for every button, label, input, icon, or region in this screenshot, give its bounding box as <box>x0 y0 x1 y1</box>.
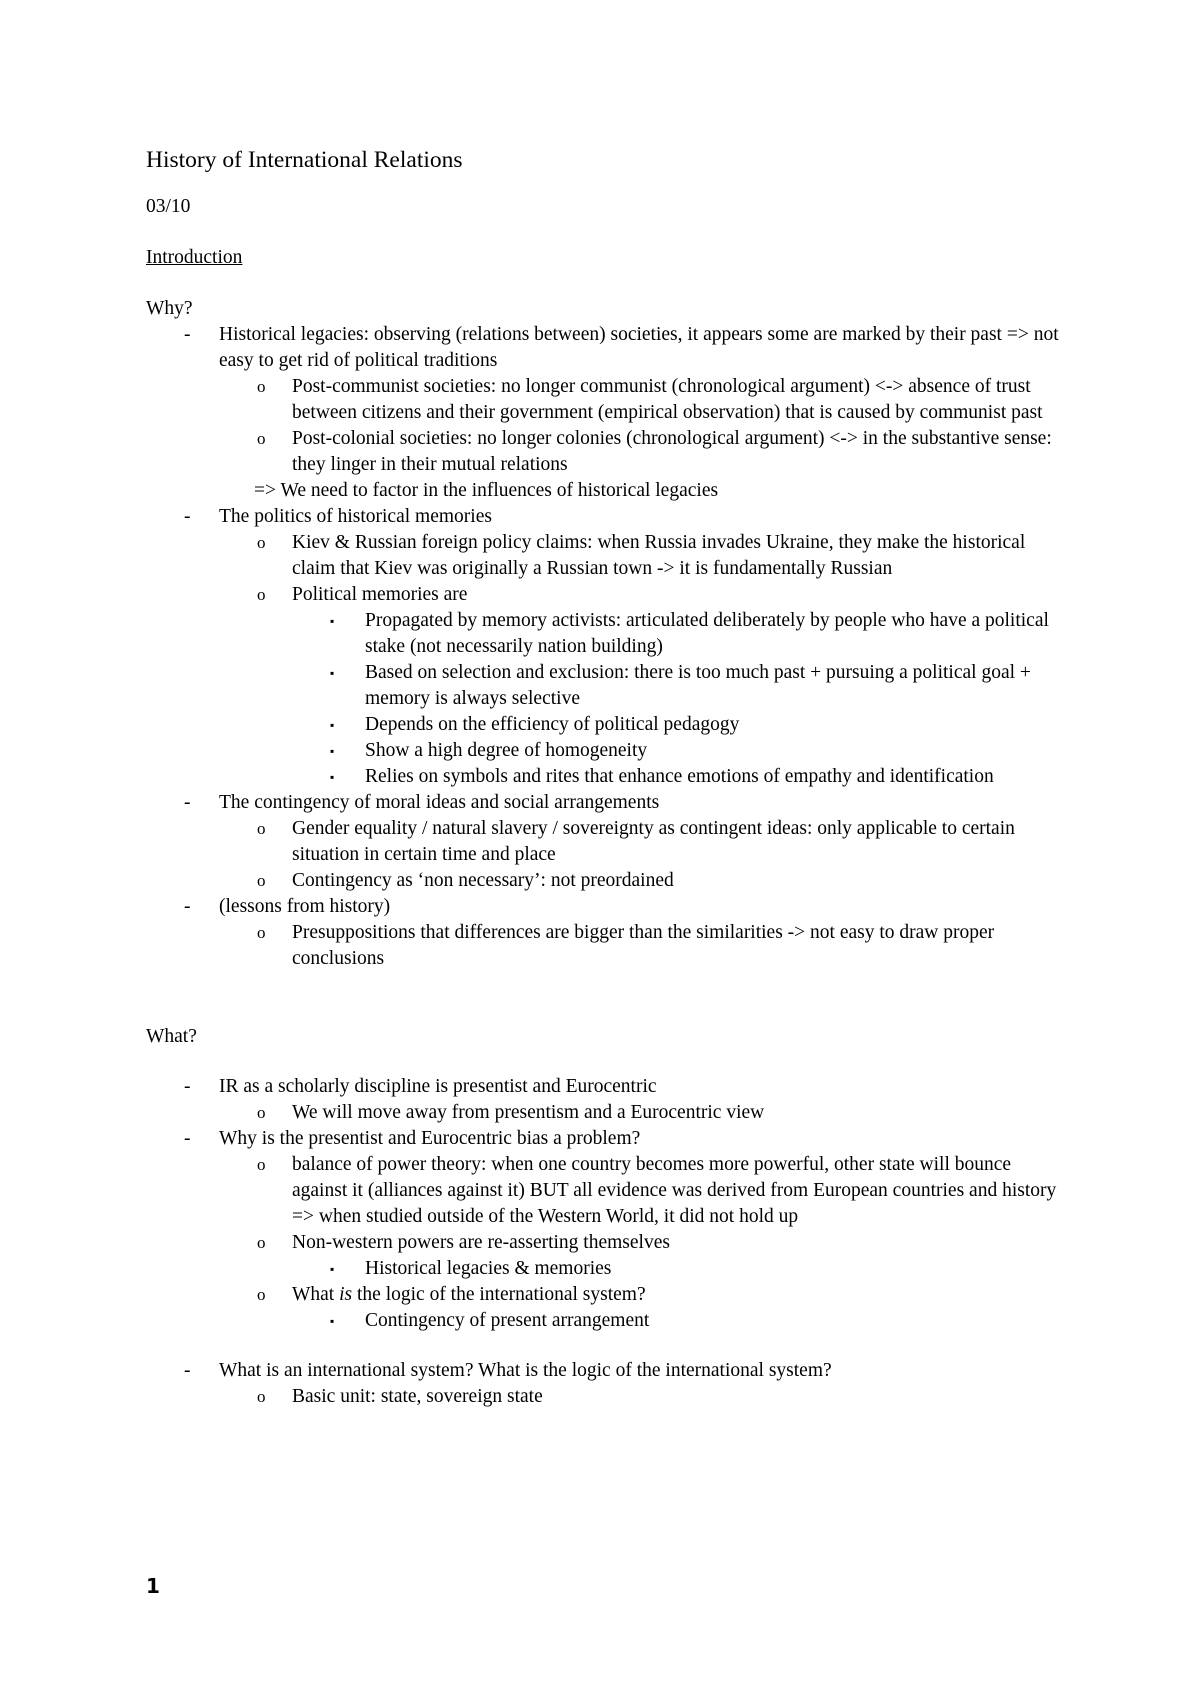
circle-bullet: o <box>257 533 266 552</box>
list-item: o What is the logic of the international system? <box>146 1282 1066 1308</box>
square-bullet: ▪ <box>330 1314 335 1328</box>
list-item: - The politics of historical memories <box>146 504 1066 530</box>
section-heading: Introduction <box>146 247 243 268</box>
list-item: ▪ Contingency of present arrangement <box>146 1308 1066 1334</box>
dash-bullet: - <box>184 324 191 345</box>
list-item: o We will move away from presentism and a Eurocentric view <box>146 1100 1066 1126</box>
list-item: o Post-communist societies: no longer communist (chronological argument) <-> absence of trust between citizens and their government (empirical observation) that is caused by communist past <box>257 376 1043 423</box>
list-item: - (lessons from history) <box>146 894 1066 920</box>
list-item: - IR as a scholarly discipline is presentist and Eurocentric <box>146 1074 1066 1100</box>
list-item: ▪ Propagated by memory activists: articulated deliberately by people who have a political stake (not necessarily nation building) <box>330 610 1049 657</box>
circle-bullet: o <box>257 1155 266 1174</box>
circle-bullet: o <box>257 1103 266 1122</box>
list-item: o Political memories are <box>146 582 1066 608</box>
conclusion-note: => We need to factor in the influences of historical legacies <box>254 480 719 501</box>
circle-bullet: o <box>257 1285 266 1304</box>
square-bullet: ▪ <box>330 1262 335 1276</box>
list-item: - Why is the presentist and Eurocentric bias a problem? <box>146 1126 1066 1152</box>
square-bullet: ▪ <box>330 770 335 784</box>
list-item: o balance of power theory: when one country becomes more powerful, other state will bounce against it (alliances against it) BUT all evidence was derived from European countries and history => when studied outside of the Western World, it did not hold up <box>257 1154 1057 1227</box>
dash-bullet: - <box>184 506 191 527</box>
why-heading: Why? <box>146 298 193 319</box>
list-item: o Post-colonial societies: no longer colonies (chronological argument) <-> in the substantive sense: they linger in their mutual relations <box>257 428 1052 475</box>
circle-bullet: o <box>257 923 266 942</box>
list-item: ▪ Show a high degree of homogeneity <box>146 738 1066 764</box>
list-item: o Basic unit: state, sovereign state <box>146 1384 1066 1410</box>
circle-bullet: o <box>257 1233 266 1252</box>
page-number: 1 <box>146 1574 160 1598</box>
list-item: ▪ Relies on symbols and rites that enhance emotions of empathy and identification <box>146 764 1066 790</box>
circle-bullet: o <box>257 377 266 396</box>
what-list-continued <box>146 1358 1066 1410</box>
circle-bullet: o <box>257 1387 266 1406</box>
square-bullet: ▪ <box>330 744 335 758</box>
list-item: o Non-western powers are re-asserting themselves <box>146 1230 1066 1256</box>
circle-bullet: o <box>257 429 266 448</box>
list-item: ▪ Based on selection and exclusion: there is too much past + pursuing a political goal + memory is always selective <box>330 662 1031 709</box>
list-item: - What is an international system? What is the logic of the international system? <box>146 1358 1066 1384</box>
circle-bullet: o <box>257 819 266 838</box>
spacer <box>146 1334 1066 1358</box>
dash-bullet: - <box>184 1076 191 1097</box>
emphasized-word: is <box>339 1284 353 1305</box>
list-item: o Contingency as ‘non necessary’: not preordained <box>146 868 1066 894</box>
list-item: ▪ Historical legacies & memories <box>146 1256 1066 1282</box>
lecture-date: 03/10 <box>146 196 191 217</box>
why-list <box>146 322 1066 972</box>
circle-bullet: o <box>257 585 266 604</box>
dash-bullet: - <box>184 1128 191 1149</box>
document-body <box>146 144 1066 1410</box>
document-title: History of International Relations <box>146 147 463 173</box>
square-bullet: ▪ <box>330 666 335 680</box>
list-item: - Historical legacies: observing (relations between) societies, it appears some are marked by their past => not easy to get rid of political traditions <box>184 324 1059 371</box>
dash-bullet: - <box>184 896 191 917</box>
spacer <box>146 1050 1066 1074</box>
list-item: o Presuppositions that differences are bigger than the similarities -> not easy to draw proper conclusions <box>257 922 995 969</box>
what-list <box>146 1074 1066 1334</box>
square-bullet: ▪ <box>330 614 335 628</box>
what-heading: What? <box>146 1026 197 1047</box>
circle-bullet: o <box>257 871 266 890</box>
list-item: o Kiev & Russian foreign policy claims: when Russia invades Ukraine, they make the historical claim that Kiev was originally a Russian town -> it is fundamentally Russian <box>257 532 1026 579</box>
list-item: o Gender equality / natural slavery / sovereignty as contingent ideas: only applicable to certain situation in certain time and place <box>257 818 1015 865</box>
list-item: ▪ Depends on the efficiency of political pedagogy <box>146 712 1066 738</box>
spacer <box>146 972 1066 1024</box>
dash-bullet: - <box>184 1360 191 1381</box>
dash-bullet: - <box>184 792 191 813</box>
square-bullet: ▪ <box>330 718 335 732</box>
list-item: - The contingency of moral ideas and social arrangements <box>146 790 1066 816</box>
